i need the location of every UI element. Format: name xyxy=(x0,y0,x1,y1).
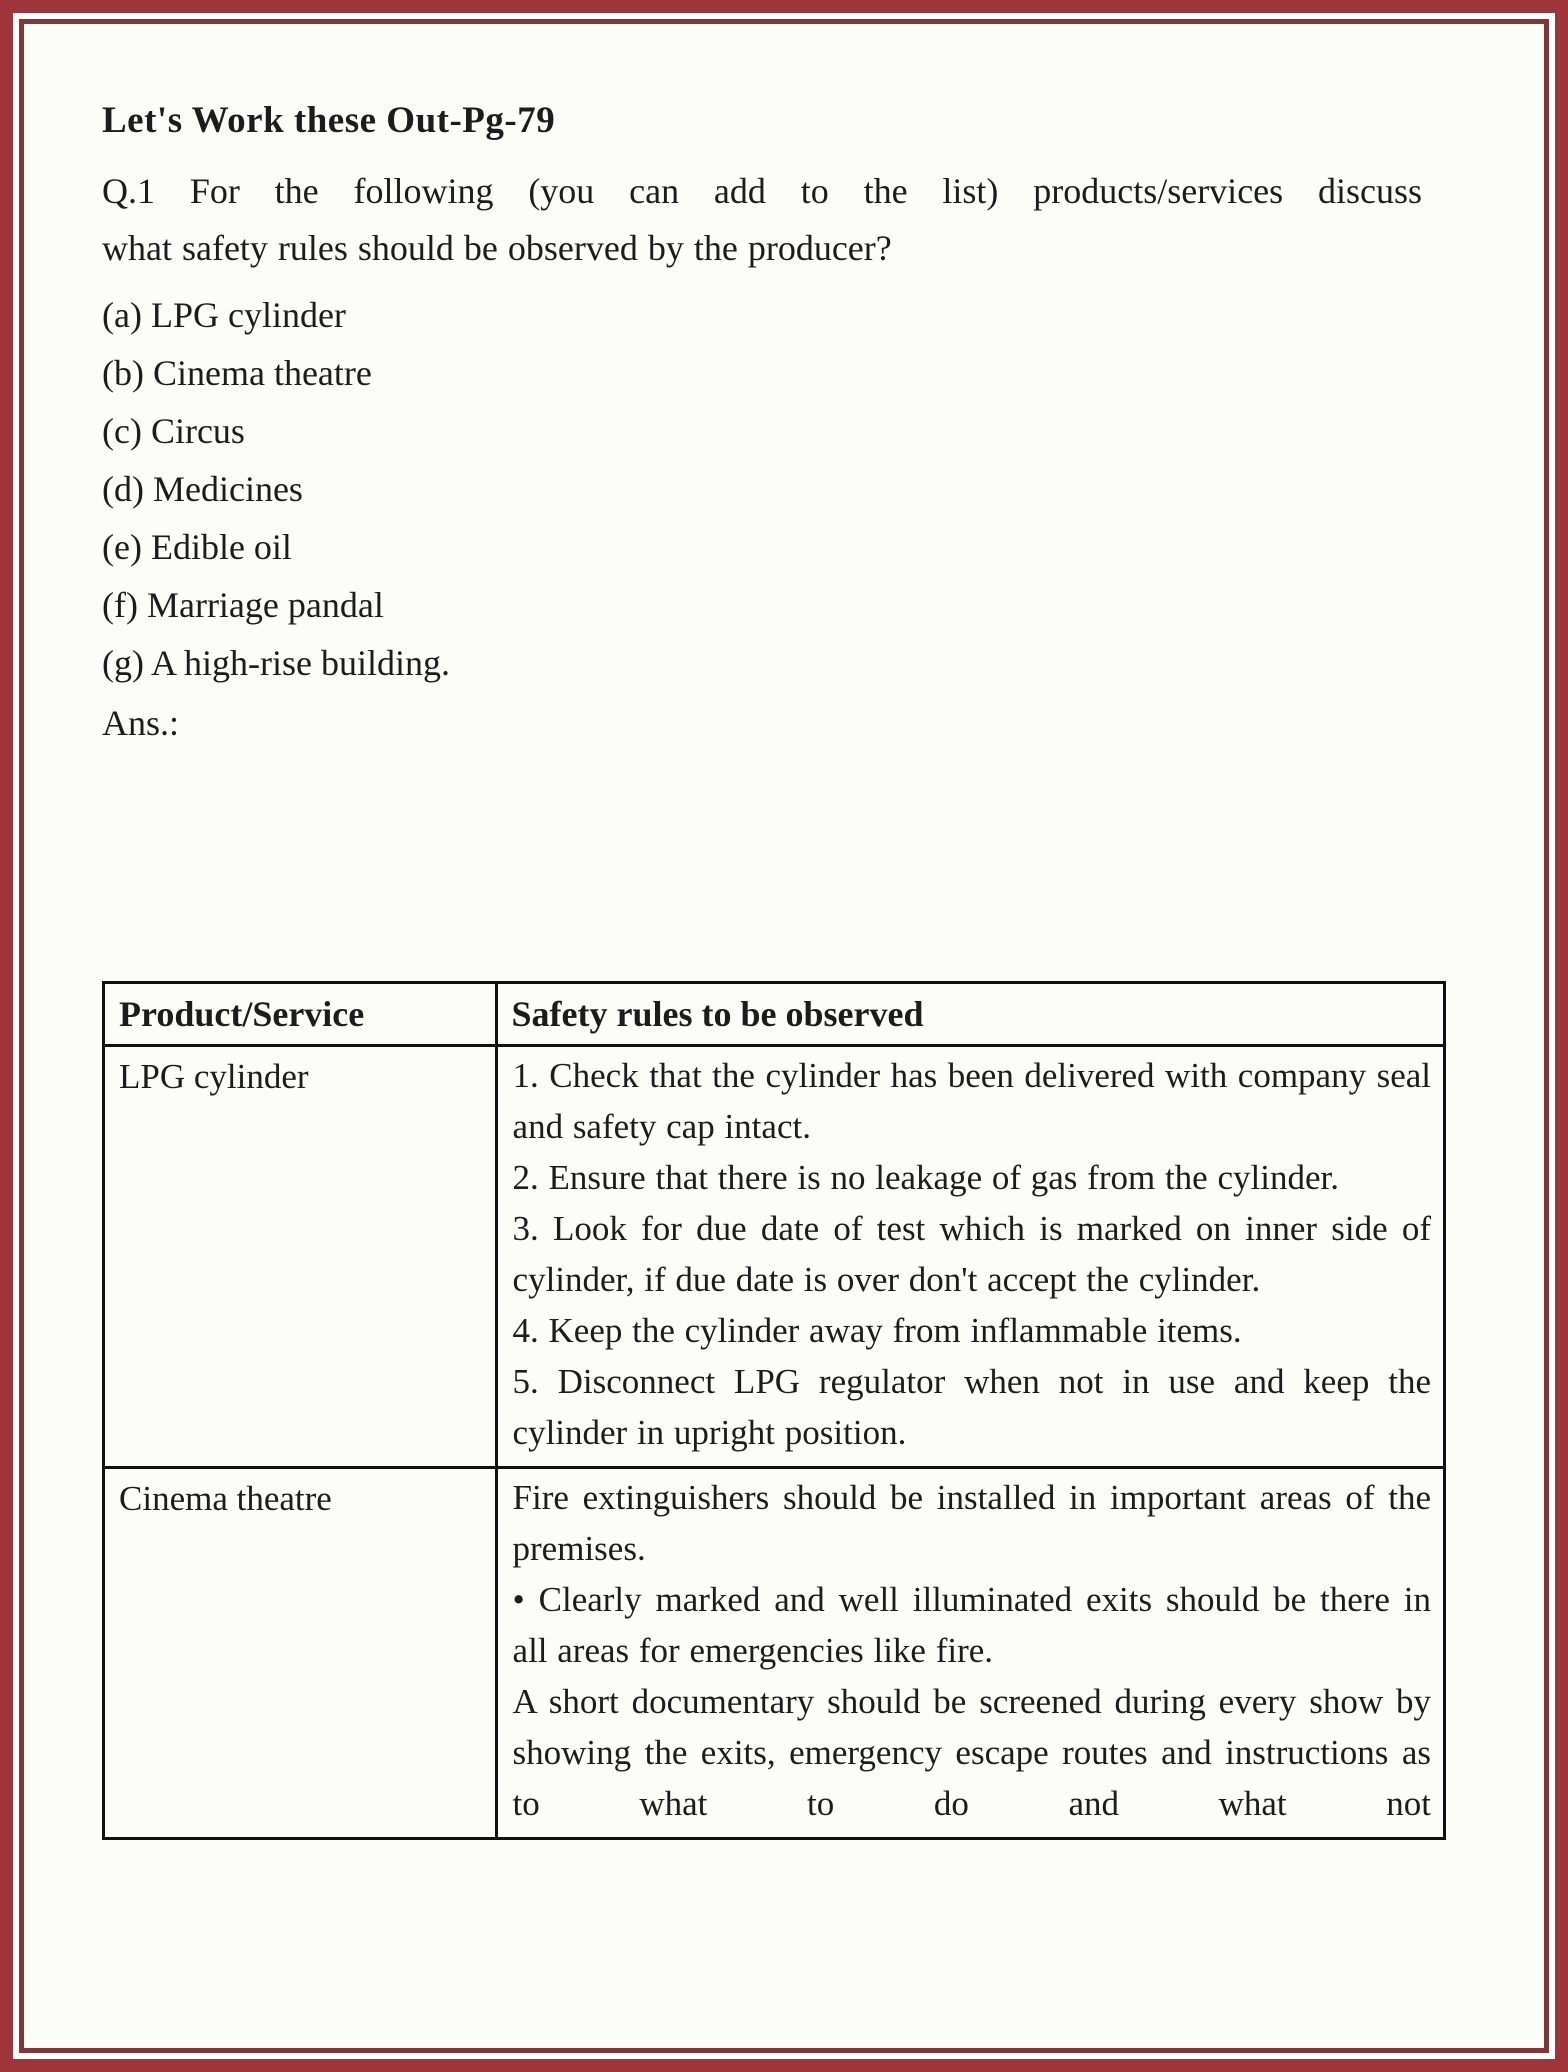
list-item-c: (c) Circus xyxy=(102,411,245,451)
answer-label: Ans.: xyxy=(102,703,180,743)
product-cell-cinema: Cinema theatre xyxy=(104,1468,497,1839)
rule-text: 2. Ensure that there is no leakage of gas from the cylinder. xyxy=(512,1158,1339,1197)
rule-text: Fire extinguishers should be installed in important areas of the premises. xyxy=(512,1478,1431,1568)
list-item-g: (g) A high-rise building. xyxy=(102,643,450,683)
table-header-rules: Safety rules to be observed xyxy=(496,983,1444,1046)
page-title: Let's Work these Out-Pg-79 xyxy=(102,100,556,141)
product-cell-lpg: LPG cylinder xyxy=(104,1046,497,1468)
rules-cell-cinema xyxy=(496,1468,1444,1839)
list-item-e: (e) Edible oil xyxy=(102,527,292,567)
rule-text: 4. Keep the cylinder away from inflammable items. xyxy=(512,1311,1242,1350)
list-item-b: (b) Cinema theatre xyxy=(102,353,372,393)
rule-text: A short documentary should be screened during every show by showing the exits, emergency escape routes and instructions as to what to do and what not xyxy=(512,1682,1431,1823)
list-item-f: (f) Marriage pandal xyxy=(102,585,384,625)
table-header-product: Product/Service xyxy=(104,983,497,1046)
table-row-lpg xyxy=(104,1046,1445,1468)
question-line-2: what safety rules should be observed by the producer? xyxy=(102,228,892,268)
table-row-cinema xyxy=(104,1468,1445,1839)
rules-cell-lpg xyxy=(496,1046,1444,1468)
table-header-row xyxy=(104,983,1445,1046)
list-item-d: (d) Medicines xyxy=(102,469,303,509)
document-page xyxy=(19,19,1549,2053)
list-item-a: (a) LPG cylinder xyxy=(102,295,346,335)
rule-text: 1. Check that the cylinder has been delivered with company seal and safety cap intact. xyxy=(512,1056,1431,1146)
answer-table xyxy=(102,981,1446,1840)
rule-text: • Clearly marked and well illuminated exits should be there in all areas for emergencies like fire. xyxy=(512,1580,1431,1670)
question-line-1: Q.1 For the following (you can add to the list) products/services discuss xyxy=(102,171,1422,211)
rule-text: 5. Disconnect LPG regulator when not in use and keep the cylinder in upright position. xyxy=(512,1362,1431,1452)
rule-text: 3. Look for due date of test which is marked on inner side of cylinder, if due date is over don't accept the cylinder. xyxy=(512,1209,1431,1299)
